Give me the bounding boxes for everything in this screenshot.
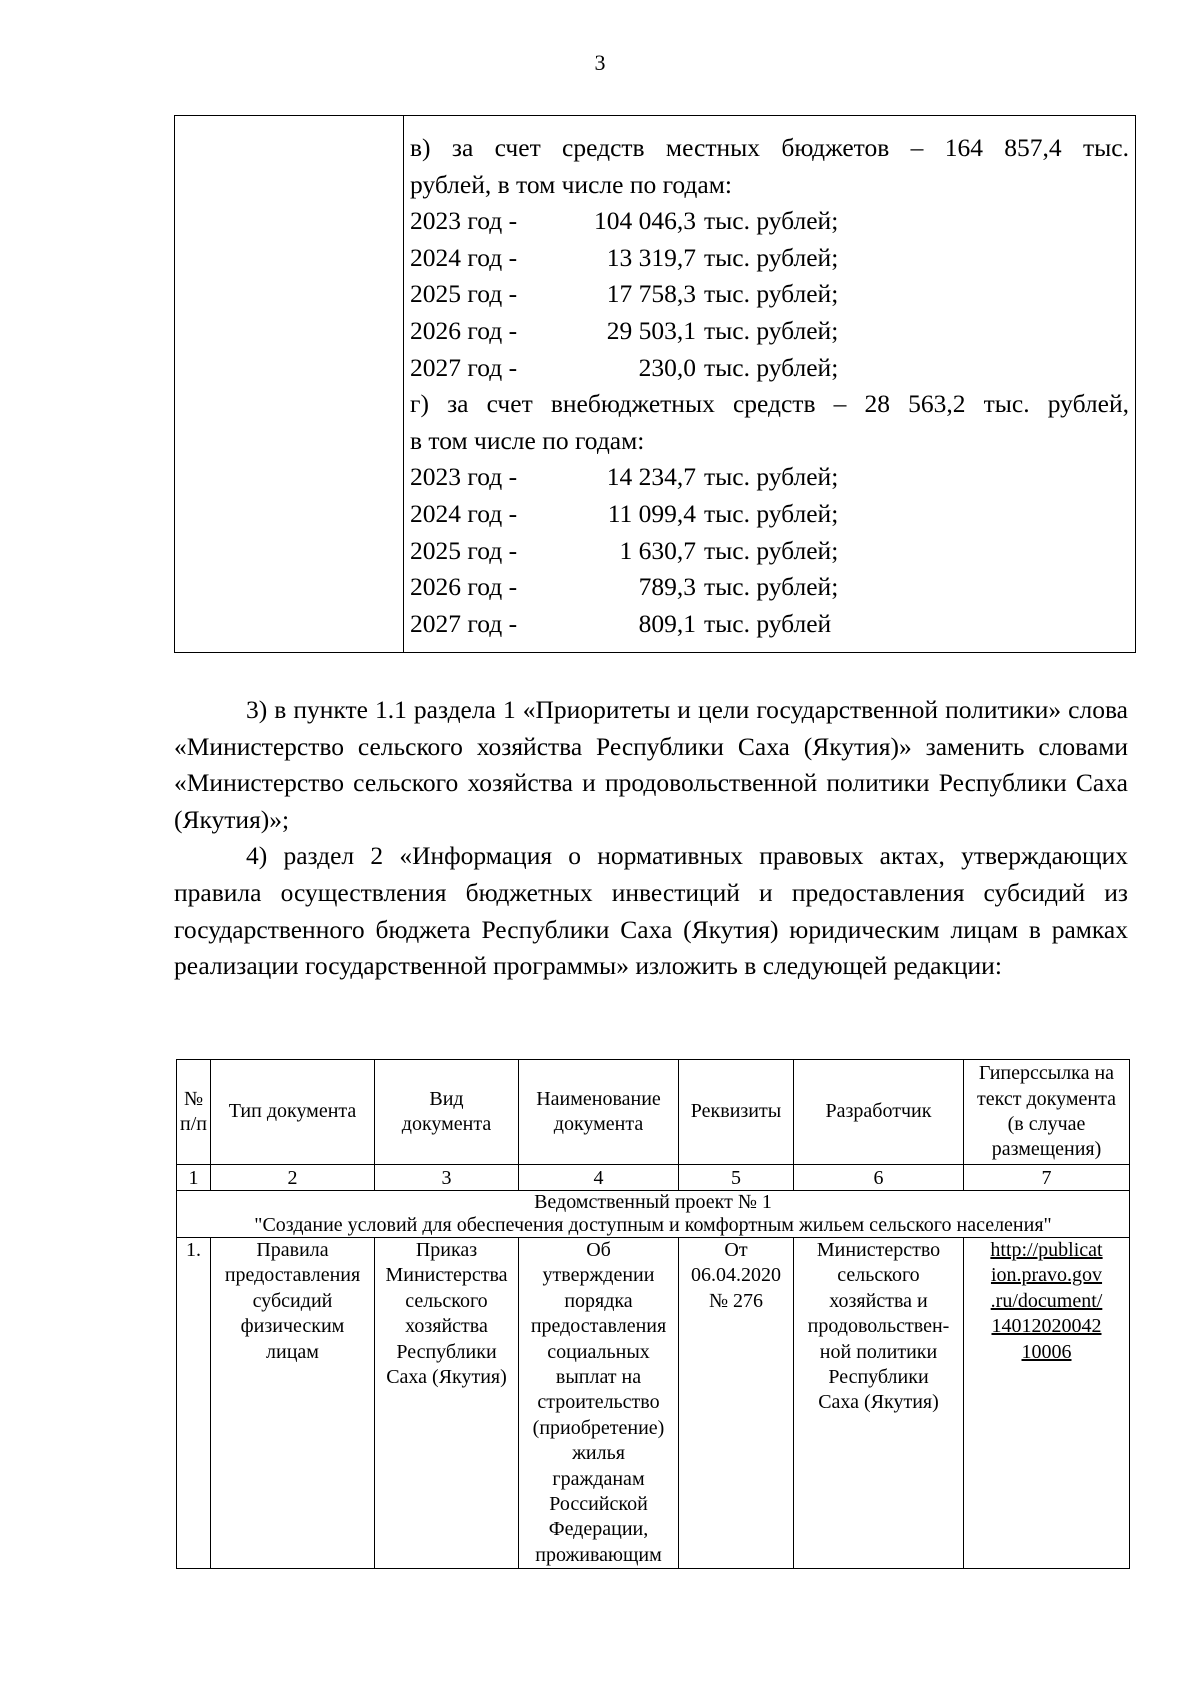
- extra-budget-heading-cont: в том числе по годам:: [410, 425, 645, 455]
- local-budget-heading: в) за счет средств местных бюджетов – 164 857,4 тыс.: [410, 133, 1129, 162]
- row-hyperlink[interactable]: [964, 1238, 1130, 1569]
- cell-line: документа: [553, 1113, 644, 1135]
- row-requisites: [679, 1238, 794, 1569]
- cell-line: сельского: [837, 1264, 920, 1287]
- header-developer: Разработчик: [794, 1060, 964, 1165]
- cell-line: Министерства: [385, 1264, 508, 1287]
- column-number: 5: [679, 1165, 794, 1191]
- cell-line: продовольствен-: [807, 1315, 950, 1338]
- hyperlink-text[interactable]: http://publicat: [990, 1239, 1103, 1261]
- year-amount: 104 046,3: [594, 206, 696, 236]
- year-amount: 809,1: [638, 608, 696, 638]
- cell-line: Об: [586, 1239, 611, 1261]
- extra-budget-heading: г) за счет внебюджетных средств – 28 563,2 тыс. рублей,: [410, 389, 1129, 419]
- cell-line: Республики: [828, 1366, 929, 1389]
- year-unit: тыс. рублей;: [704, 572, 839, 602]
- year-amount: 1 630,7: [619, 535, 696, 565]
- hyperlink-text[interactable]: 10006: [1021, 1340, 1072, 1363]
- local-budget-heading-cont: рублей, в том числе по годам:: [410, 169, 732, 199]
- year-amount: 13 319,7: [606, 242, 696, 272]
- year-amount: 789,3: [638, 572, 696, 602]
- cell-line: хозяйства и: [829, 1289, 928, 1312]
- header-requisites: Реквизиты: [679, 1060, 794, 1165]
- paragraph-4: 4) раздел 2 «Информация о нормативных правовых актах, утверждающих правила осуществления бюджетных инвестиций и предоставления субсидий из государственного бюджета Республики Саха (Якутия) юридическим лицам в рамках реализации государственной программы» изложить в следующей редакции:: [174, 841, 1128, 981]
- cell-line: п/п: [180, 1113, 207, 1135]
- funding-label-cell: [175, 116, 404, 653]
- year-label: 2027 год -: [410, 608, 518, 638]
- year-amount: 11 099,4: [607, 498, 696, 528]
- cell-line: размещения): [991, 1138, 1102, 1161]
- local-year-row: [410, 276, 1129, 313]
- cell-line: строительство: [537, 1391, 660, 1414]
- cell-line: гражданам: [552, 1467, 645, 1490]
- cell-line: утверждении: [542, 1264, 655, 1287]
- header-doc-kind: [375, 1060, 519, 1165]
- cell-line: Наименование: [536, 1087, 661, 1110]
- header-row: [177, 1060, 1130, 1165]
- header-hyperlink: [964, 1060, 1130, 1165]
- cell-line: От: [724, 1239, 748, 1261]
- hyperlink-text[interactable]: ion.pravo.gov: [990, 1264, 1103, 1287]
- cell-line: (в случае: [1007, 1113, 1086, 1135]
- cell-line: текст документа: [977, 1087, 1116, 1110]
- local-year-row: [410, 313, 1129, 350]
- cell-line: физическим: [240, 1315, 345, 1338]
- column-number: 2: [211, 1165, 375, 1191]
- cell-line: предоставления: [530, 1315, 667, 1338]
- project-row: [177, 1191, 1130, 1238]
- funding-table: [174, 115, 1136, 653]
- cell-line: Российской: [549, 1493, 648, 1516]
- row-doc-type: [211, 1238, 375, 1569]
- year-amount: 14 234,7: [606, 462, 696, 492]
- row-doc-kind: [375, 1238, 519, 1569]
- extra-year-row: [410, 606, 1129, 643]
- year-unit: тыс. рублей;: [704, 535, 839, 565]
- cell-line: Федерации,: [548, 1518, 649, 1541]
- year-label: 2023 год -: [410, 462, 518, 492]
- year-unit: тыс. рублей;: [704, 352, 839, 382]
- year-label: 2027 год -: [410, 352, 518, 382]
- cell-line: лицам: [266, 1340, 319, 1363]
- cell-line: выплат на: [555, 1366, 642, 1389]
- cell-line: Правила: [256, 1239, 329, 1261]
- year-unit: тыс. рублей;: [704, 315, 839, 345]
- table-row: [177, 1238, 1130, 1569]
- local-budget-years: [410, 203, 1129, 386]
- cell-line: проживающим: [535, 1543, 662, 1566]
- column-number: 3: [375, 1165, 519, 1191]
- paragraph-3: 3) в пункте 1.1 раздела 1 «Приоритеты и цели государственной политики» слова «Министерство сельского хозяйства Республики Саха (Якутия)» заменить словами «Министерство сельского хозяйства и продовольственной политики Республики Саха (Якутия)»;: [174, 695, 1128, 834]
- cell-line: предоставления: [224, 1264, 361, 1287]
- project-number: Ведомственный проект № 1: [534, 1191, 772, 1213]
- cell-line: Приказ: [415, 1239, 478, 1261]
- year-unit: тыс. рублей;: [704, 206, 839, 236]
- header-num: [177, 1060, 211, 1165]
- column-number: 1: [177, 1165, 211, 1191]
- cell-line: №: [183, 1087, 204, 1110]
- year-unit: тыс. рублей;: [704, 242, 839, 272]
- page-number: 3: [594, 50, 606, 75]
- year-amount: 17 758,3: [606, 279, 696, 309]
- row-doc-name: [519, 1238, 679, 1569]
- cell-line: Саха (Якутия): [386, 1366, 507, 1389]
- year-label: 2023 год -: [410, 206, 518, 236]
- cell-line: № 276: [708, 1289, 764, 1312]
- year-unit: тыс. рублей: [704, 608, 832, 638]
- year-unit: тыс. рублей;: [704, 462, 839, 492]
- cell-line: Республики: [396, 1340, 497, 1363]
- cell-line: документа: [401, 1113, 492, 1135]
- column-number-row: [177, 1165, 1130, 1191]
- body-text: [174, 692, 1128, 985]
- cell-line: Министерство: [816, 1239, 941, 1261]
- cell-line: жилья: [572, 1442, 625, 1465]
- cell-line: сельского: [405, 1289, 488, 1312]
- year-label: 2026 год -: [410, 572, 518, 602]
- cell-line: 06.04.2020: [691, 1264, 781, 1287]
- column-number: 6: [794, 1165, 964, 1191]
- row-developer: [794, 1238, 964, 1569]
- project-title: "Создание условий для обеспечения доступным и комфортным жильем сельского населения": [254, 1214, 1052, 1236]
- extra-year-row: [410, 496, 1129, 533]
- local-year-row: [410, 203, 1129, 240]
- hyperlink-text[interactable]: .ru/document/: [990, 1289, 1103, 1312]
- row-num: 1.: [177, 1238, 211, 1569]
- cell-line: Саха (Якутия): [818, 1391, 939, 1414]
- year-amount: 29 503,1: [606, 315, 696, 345]
- header-doc-name: [519, 1060, 679, 1165]
- cell-line: социальных: [547, 1340, 650, 1363]
- extra-year-row: [410, 569, 1129, 606]
- cell-line: Вид: [429, 1087, 464, 1110]
- year-label: 2026 год -: [410, 315, 518, 345]
- documents-table: [176, 1059, 1130, 1569]
- year-unit: тыс. рублей;: [704, 498, 839, 528]
- column-number: 4: [519, 1165, 679, 1191]
- cell-line: Гиперссылка на: [978, 1062, 1115, 1085]
- extra-year-row: [410, 533, 1129, 570]
- year-label: 2024 год -: [410, 242, 518, 272]
- project-title-cell: [177, 1191, 1130, 1238]
- funding-text-cell: [404, 116, 1136, 653]
- cell-line: ной политики: [819, 1340, 938, 1363]
- local-year-row: [410, 350, 1129, 387]
- local-year-row: [410, 240, 1129, 277]
- column-number: 7: [964, 1165, 1130, 1191]
- hyperlink-text[interactable]: 14012020042: [991, 1315, 1102, 1338]
- extra-year-row: [410, 459, 1129, 496]
- year-label: 2025 год -: [410, 535, 518, 565]
- cell-line: хозяйства: [405, 1315, 488, 1338]
- year-unit: тыс. рублей;: [704, 279, 839, 309]
- cell-line: порядка: [564, 1289, 633, 1312]
- extra-budget-years: [410, 459, 1129, 642]
- year-label: 2024 год -: [410, 498, 518, 528]
- cell-line: субсидий: [252, 1289, 333, 1312]
- year-label: 2025 год -: [410, 279, 518, 309]
- cell-line: (приобретение): [532, 1416, 665, 1439]
- year-amount: 230,0: [638, 352, 696, 382]
- header-doc-type: Тип документа: [211, 1060, 375, 1165]
